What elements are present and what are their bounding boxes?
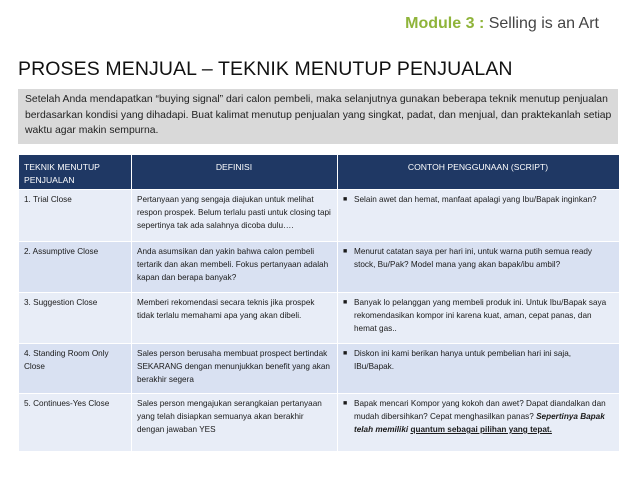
example-text: Menurut catatan saya per hari ini, untuk warna putih semua ready stock, Bu/Pak? Model mana yang akan bapak/ibu ambil?: [354, 247, 593, 269]
intro-box: Setelah Anda mendapatkan “buying signal” dari calon pembeli, maka selanjutnya gunakan beberapa teknik menutup penjualan berdasarkan kondisi yang dihadapi. Buat kalimat menutup penjualan yang singkat, padat, dan menjual, dan praktekanlah setiap waktu agar makin sempurna.: [18, 89, 618, 144]
technique-name: 2. Assumptive Close: [19, 242, 132, 293]
technique-name: 5. Continues-Yes Close: [19, 394, 132, 452]
column-header-technique: TEKNIK MENUTUP PENJUALAN: [19, 155, 132, 190]
example-text: Selain awet dan hemat, manfaat apalagi yang Ibu/Bapak inginkan?: [354, 195, 597, 204]
example-emphasis: Sepertinya Bapak telah memiliki: [354, 412, 605, 434]
example-text: Banyak lo pelanggan yang membeli produk ini. Untuk Ibu/Bapak saya rekomendasikan kompor ini karena kuat, aman, cepat panas, dan hemat gas..: [354, 298, 607, 333]
square-bullet-icon: ■: [343, 299, 348, 306]
square-bullet-icon: ■: [343, 248, 348, 255]
column-header-definition: DEFINISI: [132, 155, 338, 190]
technique-example: [338, 344, 620, 394]
technique-definition: Sales person berusaha membuat prospect bertindak SEKARANG dengan menunjukkan benefit yang akan berakhir segera: [132, 344, 338, 394]
column-header-example: CONTOH PENGGUNAAN (SCRIPT): [338, 155, 620, 190]
square-bullet-icon: ■: [343, 196, 348, 203]
table-row: [19, 293, 620, 344]
closing-techniques-table: [18, 154, 620, 452]
technique-name: 3. Suggestion Close: [19, 293, 132, 344]
module-title: Selling is an Art: [488, 15, 599, 32]
technique-example: [338, 190, 620, 242]
square-bullet-icon: ■: [343, 400, 348, 407]
table-header-row: [19, 155, 620, 190]
technique-definition: Memberi rekomendasi secara teknis jika prospek tidak terlalu memahami apa yang akan dibeli.: [132, 293, 338, 344]
technique-example: [338, 242, 620, 293]
technique-name: 4. Standing Room Only Close: [19, 344, 132, 394]
table-row: [19, 344, 620, 394]
technique-definition: Anda asumsikan dan yakin bahwa calon pembeli tertarik dan akan membeli. Fokus pertanyaan adalah kapan dan berapa banyak?: [132, 242, 338, 293]
example-text-group: [354, 397, 613, 436]
page-title: PROSES MENJUAL – TEKNIK MENUTUP PENJUALAN: [18, 58, 513, 80]
example-text: Bapak mencari Kompor yang kokoh dan awet? Dapat diandalkan dan mudah dibersihkan? Cepat menghasilkan panas?: [354, 399, 606, 421]
technique-definition: Pertanyaan yang sengaja diajukan untuk melihat respon prospek. Belum terlalu pasti untuk closing tapi sepertinya tak ada salahnya dicoba dulu….: [132, 190, 338, 242]
technique-example: [338, 293, 620, 344]
module-header: [405, 15, 599, 33]
example-emphasis-underlined: quantum sebagai pilihan yang tepat.: [410, 425, 552, 434]
technique-definition: Sales person mengajukan serangkaian pertanyaan yang telah disiapkan semuanya akan berakhir dengan jawaban YES: [132, 394, 338, 452]
technique-example: [338, 394, 620, 452]
square-bullet-icon: ■: [343, 350, 348, 357]
example-text: Diskon ini kami berikan hanya untuk pembelian hari ini saja, IBu/Bapak.: [354, 349, 572, 371]
table-row: [19, 394, 620, 452]
table-row: [19, 190, 620, 242]
table-row: [19, 242, 620, 293]
technique-name: 1. Trial Close: [19, 190, 132, 242]
module-label: Module 3 :: [405, 15, 485, 32]
